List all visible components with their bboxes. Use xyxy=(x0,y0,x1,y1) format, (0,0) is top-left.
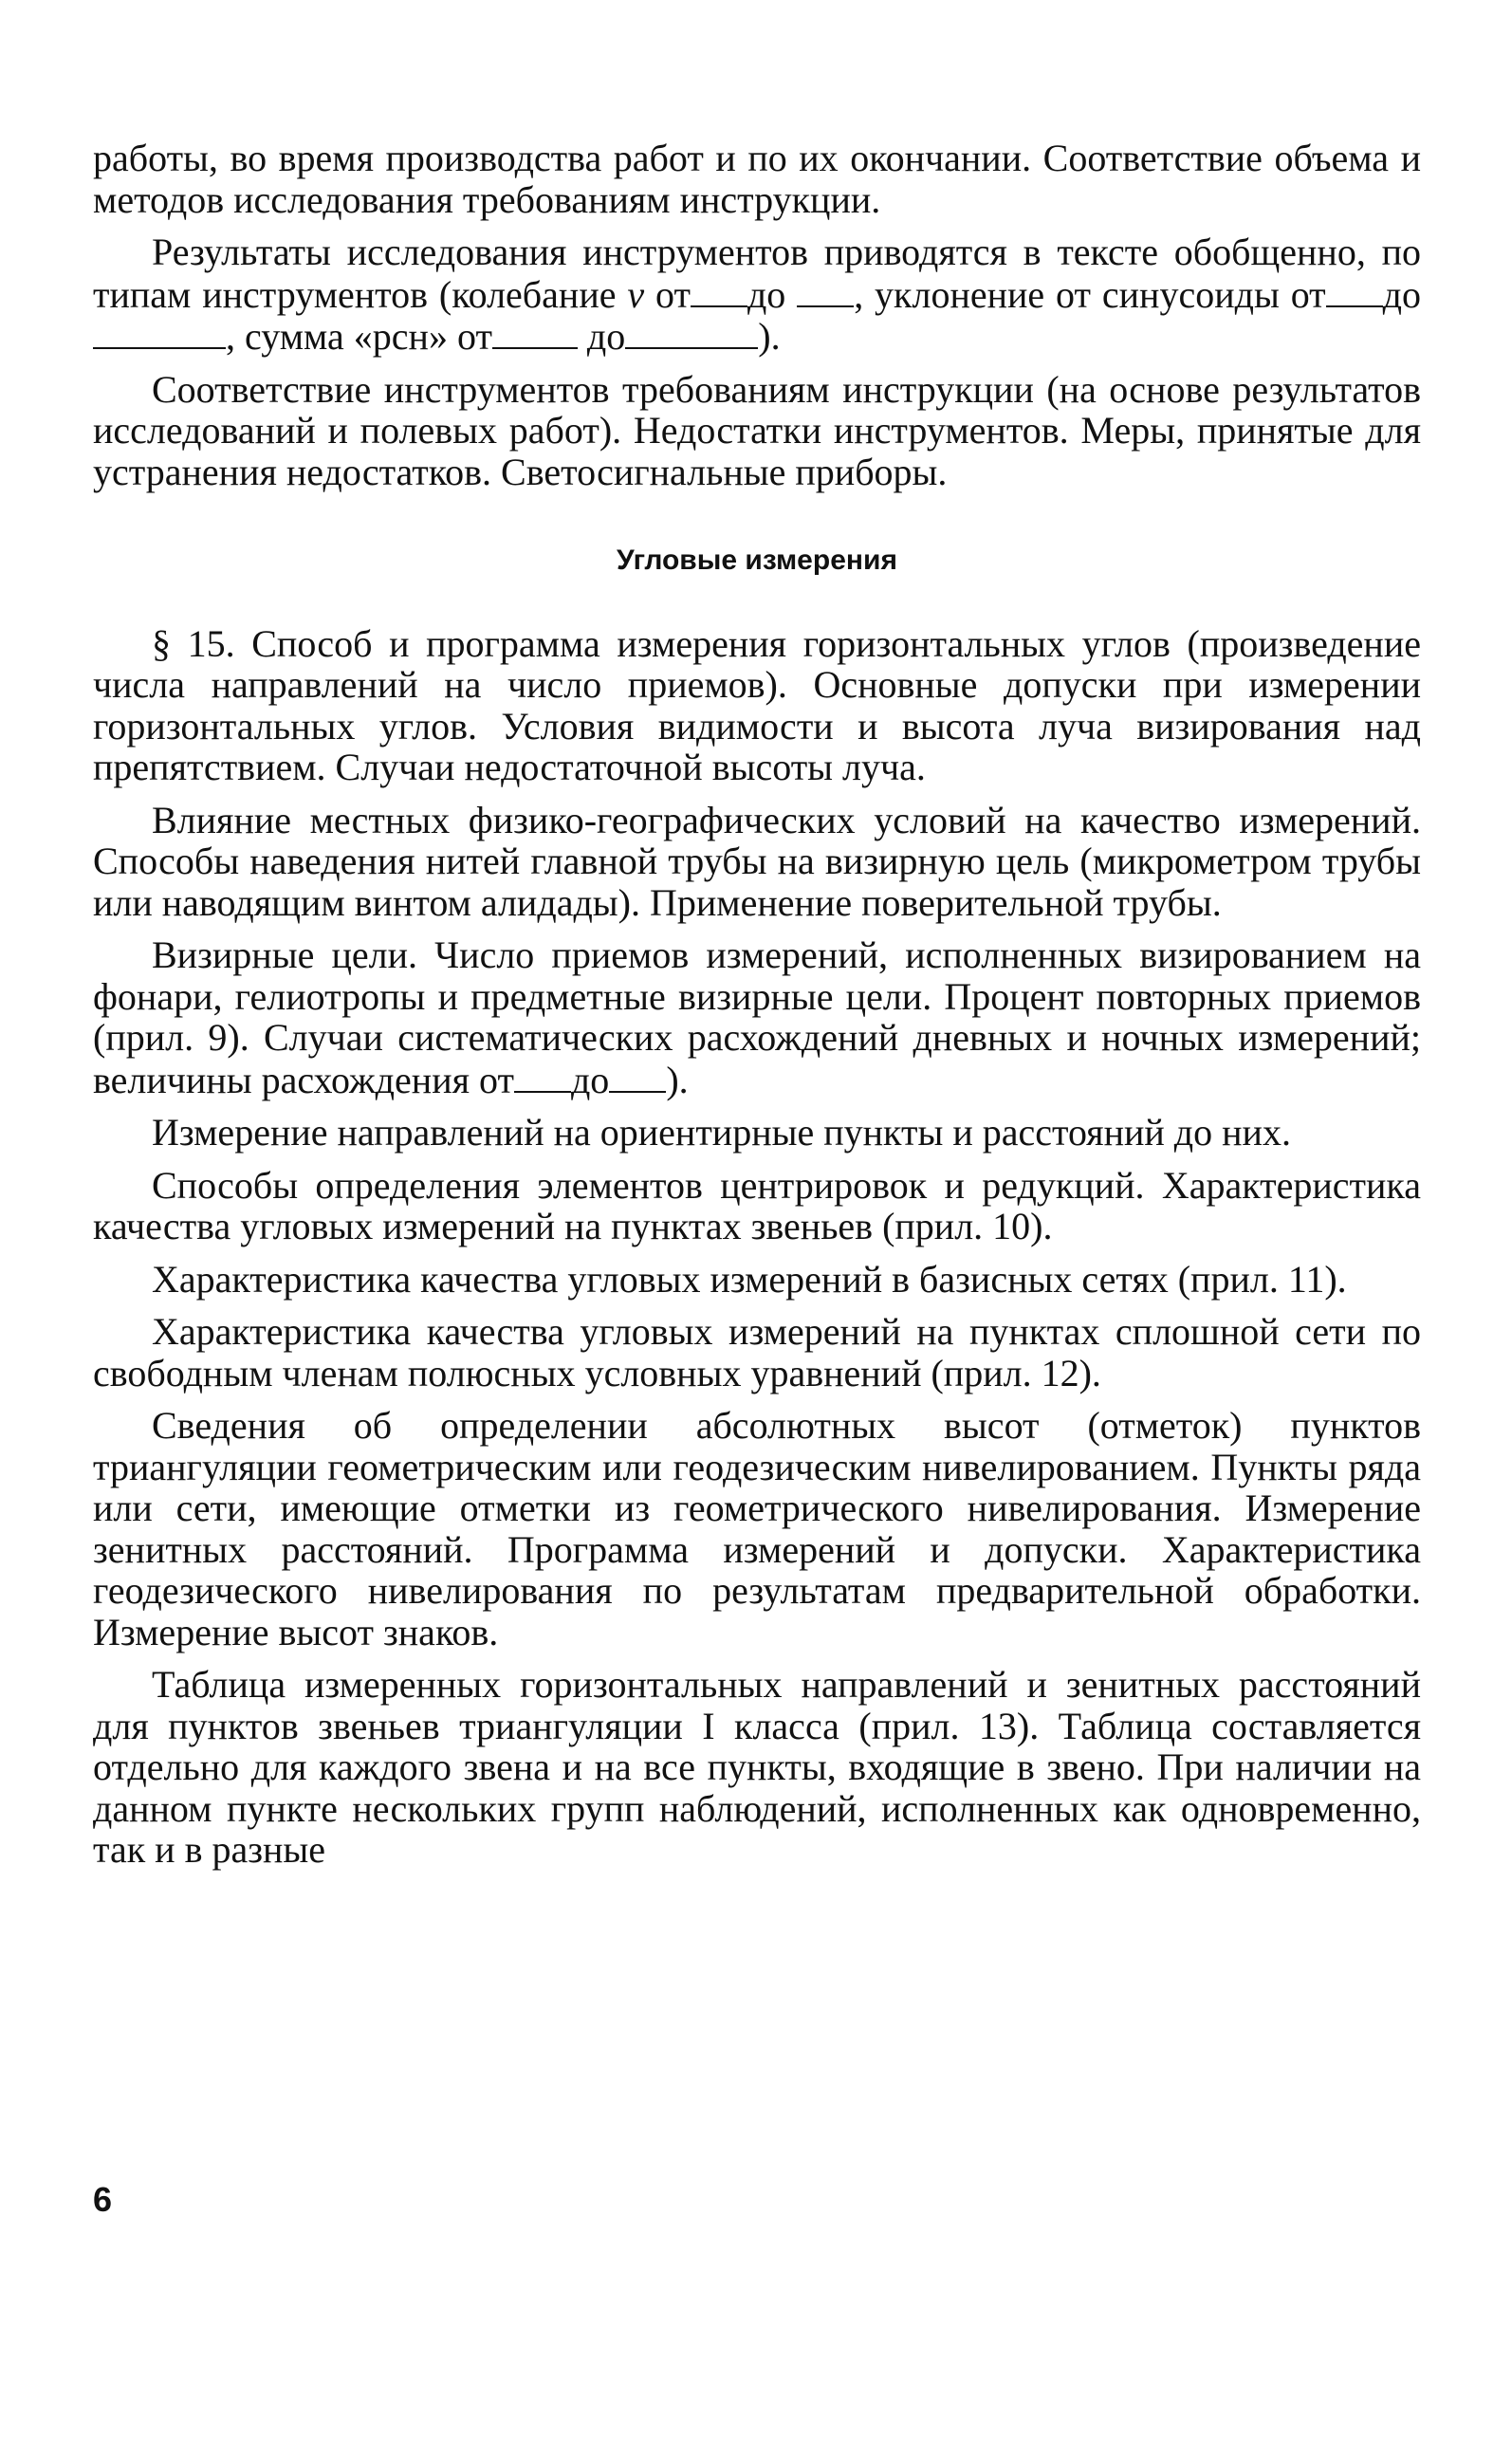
section-heading: Угловые измерения xyxy=(617,545,897,576)
p2-text-b: от xyxy=(644,272,691,316)
paragraph-directions-table: Таблица измеренных горизонтальных направлений и зенитных расстояний для пунктов звеньев триангуляции I класса (прил. 13). Таблица составляется отдельно для каждого звена и на все пункты, входящие в звено. При наличии на данном пункте нескольких групп наблюдений, исполненных как одновременно, так и в разные xyxy=(93,1663,1421,1871)
p2-text-h: ). xyxy=(758,315,781,358)
blank-field xyxy=(797,273,854,307)
p2-text-g: до xyxy=(586,315,626,358)
paragraph-centering-elements: Способы определения элементов центрировок и редукций. Характеристика качества угловых измерений на пунктах звеньев (прил. 10). xyxy=(93,1163,1421,1247)
blank-field xyxy=(492,315,578,349)
paragraph-continuous-network: Характеристика качества угловых измерений на пунктах сплошной сети по свободным членам полюсных условных уравнений (прил. 12). xyxy=(93,1310,1421,1394)
p2-text-d: , уклонение от синусоиды от xyxy=(854,272,1326,316)
blank-field xyxy=(93,315,226,349)
p6-text-c: ). xyxy=(666,1058,689,1101)
p2-text-e: до xyxy=(1382,272,1422,316)
paragraph-local-conditions: Влияние местных физико-географических условий на качество измерений. Способы наведения нитей главной трубы на визирную цель (микрометром трубы или наводящим винтом алидады). Применение поверительной трубы. xyxy=(93,798,1421,924)
document-page xyxy=(93,138,1421,1871)
blank-field xyxy=(1326,273,1383,307)
paragraph-instrument-compliance: Соответствие инструментов требованиям инструкции (на основе результатов исследований и полевых работ). Недостатки инструментов. Меры, принятые для устранения недостатков. Светосигнальные приборы. xyxy=(93,367,1421,493)
blank-field xyxy=(514,1059,571,1093)
paragraph-work-conditions: работы, во время производства работ и по их окончании. Соответствие объема и методов исследования требованиям инструкции. xyxy=(93,137,1421,221)
p6-text-a: Визирные цели. Число приемов измерений, исполненных визированием на фонари, гелиотропы и предметные визирные цели. Процент повторных приемов (прил. 9). Случаи систематических расхождений дневных и ночных измерений; величины расхождения от xyxy=(93,933,1421,1101)
blank-field xyxy=(625,315,758,349)
paragraph-sighting-targets xyxy=(93,934,1421,1100)
blank-field xyxy=(691,273,747,307)
blank-field xyxy=(609,1059,666,1093)
paragraph-section-15: § 15. Способ и программа измерения горизонтальных углов (произведение числа направлений на число приемов). Основные допуски при измерении горизонтальных углов. Условия видимости и высота луча визирования над препятствием. Случаи недостаточной высоты луча. xyxy=(93,621,1421,788)
paragraph-base-networks: Характеристика качества угловых измерений в базисных сетях (прил. 11). xyxy=(152,1257,1347,1301)
paragraph-instrument-results xyxy=(93,231,1421,358)
p2-text-a: Результаты исследования инструментов приводятся в тексте обобщенно, по типам инструментов (колебание xyxy=(93,231,1421,316)
paragraph-orientation-points: Измерение направлений на ориентирные пункты и расстояний до них. xyxy=(152,1111,1291,1154)
p2-text-f: , сумма «рсн» от xyxy=(226,315,492,358)
p2-text-c: до xyxy=(747,272,786,316)
p6-text-b: до xyxy=(570,1058,610,1101)
paragraph-absolute-heights: Сведения об определении абсолютных высот (отметок) пунктов триангуляции геометрическим или геодезическим нивелированием. Пункты ряда или сети, имеющие отметки из геометрического нивелирования. Измерение зенитных расстояний. Программа измерений и допуски. Характеристика геодезического нивелирования по результатам предварительной обработки. Измерение высот знаков. xyxy=(93,1404,1421,1653)
page-number: 6 xyxy=(93,2180,113,2219)
p2-variable-v: v xyxy=(627,272,645,316)
